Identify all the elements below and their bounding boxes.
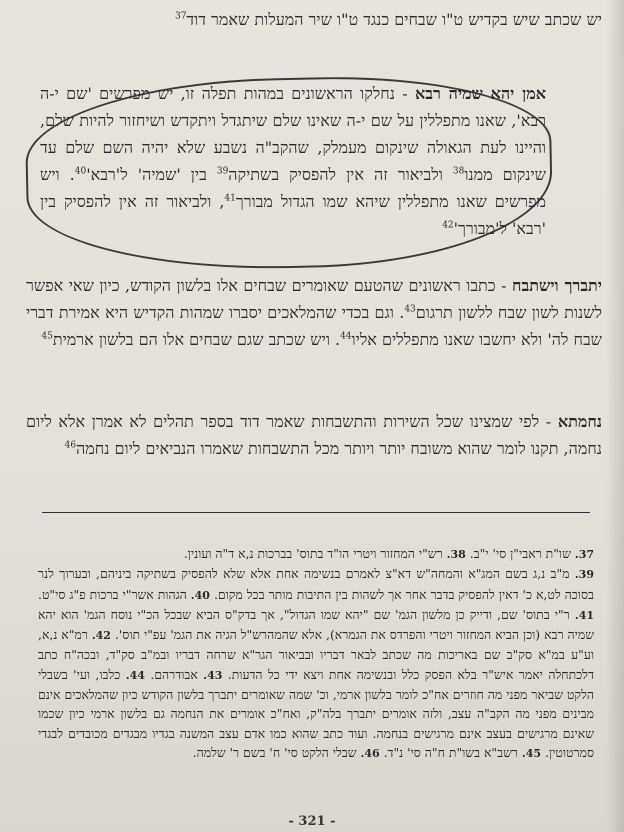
amen-heading: אמן יהא שמיה רבא: [414, 84, 546, 103]
note-ref-39: 39: [216, 166, 229, 177]
note-ref-38: 38: [452, 166, 465, 177]
note-ref-41: 41: [224, 193, 236, 204]
intro-text: יש שכתב שיש בקדיש ט"ו שבחים כנגד ט"ו שיר המעלות שאמר דוד: [186, 10, 602, 29]
footnote-44-text: כלבו, ועי' בשבלי הלקט שביאר מפני מה חוזרים אח"כ לומר בלשון ארמי, וכ' שמה שאומרים יתברך בלשון הקודש כיון שהמלאכים אינם מבינים מפני מה הקב"ה עצב, ולזה אומרים יתברך בלה"ק, ואח"כ אומרים את הנחמה גם בלשון ארמי כיון שכמו שאינם מרגישים בעצב אינם מרגישים בנחמה. ועוד כתב שהוא כמו אדם עצב המשנה בגדיו מבגדים מכובדים לבגדי סמרטוטין.: [38, 666, 594, 760]
amen-text-2: ולביאור זה אין להפסיק בשתיקה: [228, 165, 443, 184]
note-ref-42: 42: [442, 220, 454, 231]
amen-text-1: - נחלקו הראשונים במהות תפלה זו, יש מפרשים 'שם י-ה רבא', שאנו מתפללין על שם י-ה שאינו שלם שיתגדל ויתקדש ושיחזור להיות שלם, והיינו לעת הגאולה שינקום מעמלק, שהקב"ה נשבע שלא יהיה השם שלם עד שינקום ממנו: [40, 84, 547, 184]
yitbarach-section: [26, 272, 602, 353]
footnote-43-num: 43.: [203, 668, 223, 682]
amen-text-5: , ולביאור זה אין להפסיק בין 'רבא' ל'מבורך': [40, 192, 546, 238]
note-ref-37: 37: [174, 11, 187, 22]
footnote-40-text: הגהות אשר"י ברכות פ"ג סי"ט.: [38, 586, 187, 602]
footnote-46-num: 46.: [360, 746, 380, 760]
note-ref-46: 46: [64, 440, 77, 451]
yitbarach-heading: יתברך וישתבח: [512, 276, 602, 295]
note-ref-45: 45: [41, 331, 53, 342]
footnote-39-num: 39.: [574, 568, 594, 582]
footnote-43-text: אבודרהם.: [150, 666, 198, 682]
footnote-42-text: רמ"א נ,א, וע"ע במ"א סק"ב שם באריכות מה שכתב לבאר דבריו ובביאור הגר"א שרחה דבריו ובמ"ב סק"ד, ובכה"ח כתב דלכתחלה יאמר איש"ר בלא הפסק כלל ובנשימה אחת ויצא ידי כל הדעות.: [38, 627, 594, 682]
footnote-41-text: ר"י בתוס' שם, ודייק כן מלשון הגמ' שם "יהא שמו הגדול", אך בדק"ס הביא שבכל הכ"י נוסח הגמ' הוא יהא שמיה רבא (וכן הביא המחזור ויטרי והפרדס את הגמרא), אלא שהמהרש"ל הגיה את הגמ' עפ"י תוס'.: [38, 606, 594, 643]
footnote-42-num: 42.: [91, 629, 111, 643]
footnote-40-num: 40.: [190, 588, 210, 602]
footnote-45-text: רשב"א בשו"ת ח"ה סי' נ"ד.: [383, 744, 518, 760]
footnote-37-num: 37.: [574, 548, 594, 561]
footnote-38-text: רש"י המחזור ויטרי הו"ד בתוס' בברכות נ,א ד"ה ועונין.: [183, 546, 443, 561]
footnote-41-num: 41.: [574, 608, 594, 622]
footnote-44-num: 44.: [125, 668, 145, 682]
amen-section: [40, 80, 546, 242]
footnote-39-text: מ"ב נ,ג בשם המג"א והמחה"ש דא"צ לאמרם בנשימה אחת אלא שלא להפסיק בשתיקה ביניהם, ובערוך לנר בסוכה לט,א כ' דאין להפסיק בדבר אחר אך לשהות בין התיבות מותר בכל מקום.: [38, 566, 594, 602]
amen-text-3: בין 'שמיה' ל'רבא': [86, 165, 217, 184]
footnote-38-num: 38.: [446, 548, 466, 561]
note-ref-44: 44: [340, 331, 352, 342]
nechemata-heading: נחמתא: [557, 412, 602, 431]
note-ref-43: 43: [404, 304, 416, 315]
nechemata-text-1: - לפי שמצינו שכל השירות והתשבחות שאמר דוד בספר תהלים לא אמרן אלא ליום נחמה, תקנו לומר שהוא משובח יותר ויותר מכל התשבחות שאמרו הנביאים ליום נחמה: [26, 412, 602, 458]
page-number: - 321 -: [288, 814, 336, 829]
footnotes-block: [38, 544, 594, 763]
yitbarach-text-1: - כתבו ראשונים שהטעם שאומרים שבחים אלו בלשון הקודש, כיון שאי אפשר לשנות לשון שבח ללשון תרגום: [26, 276, 602, 322]
yitbarach-text-2: . וגם בכדי שהמלאכים יסברו שמהות הקדיש היא אמירת דברי שבח לה' ולא יחשבו שאנו מתפללים אליו: [26, 303, 602, 349]
amen-text-4: . ויש מפרשים שאנו מתפללין שיהא שמו הגדול מבורך: [40, 165, 547, 211]
footnote-45-num: 45.: [521, 746, 542, 760]
intro-paragraph: [26, 6, 602, 33]
nechemata-section: [26, 408, 602, 462]
yitbarach-text-3: . ויש שכתב שגם שבחים אלו הם בלשון ארמית: [52, 330, 341, 349]
footnote-46-text: שבלי הלקט סי' ח' בשם ר' שלמה.: [192, 744, 357, 760]
footnote-separator: [42, 512, 590, 513]
footnote-37-text: שו"ת ראבי"ן סי' י"ב.: [469, 546, 571, 561]
note-ref-40: 40: [74, 166, 87, 177]
